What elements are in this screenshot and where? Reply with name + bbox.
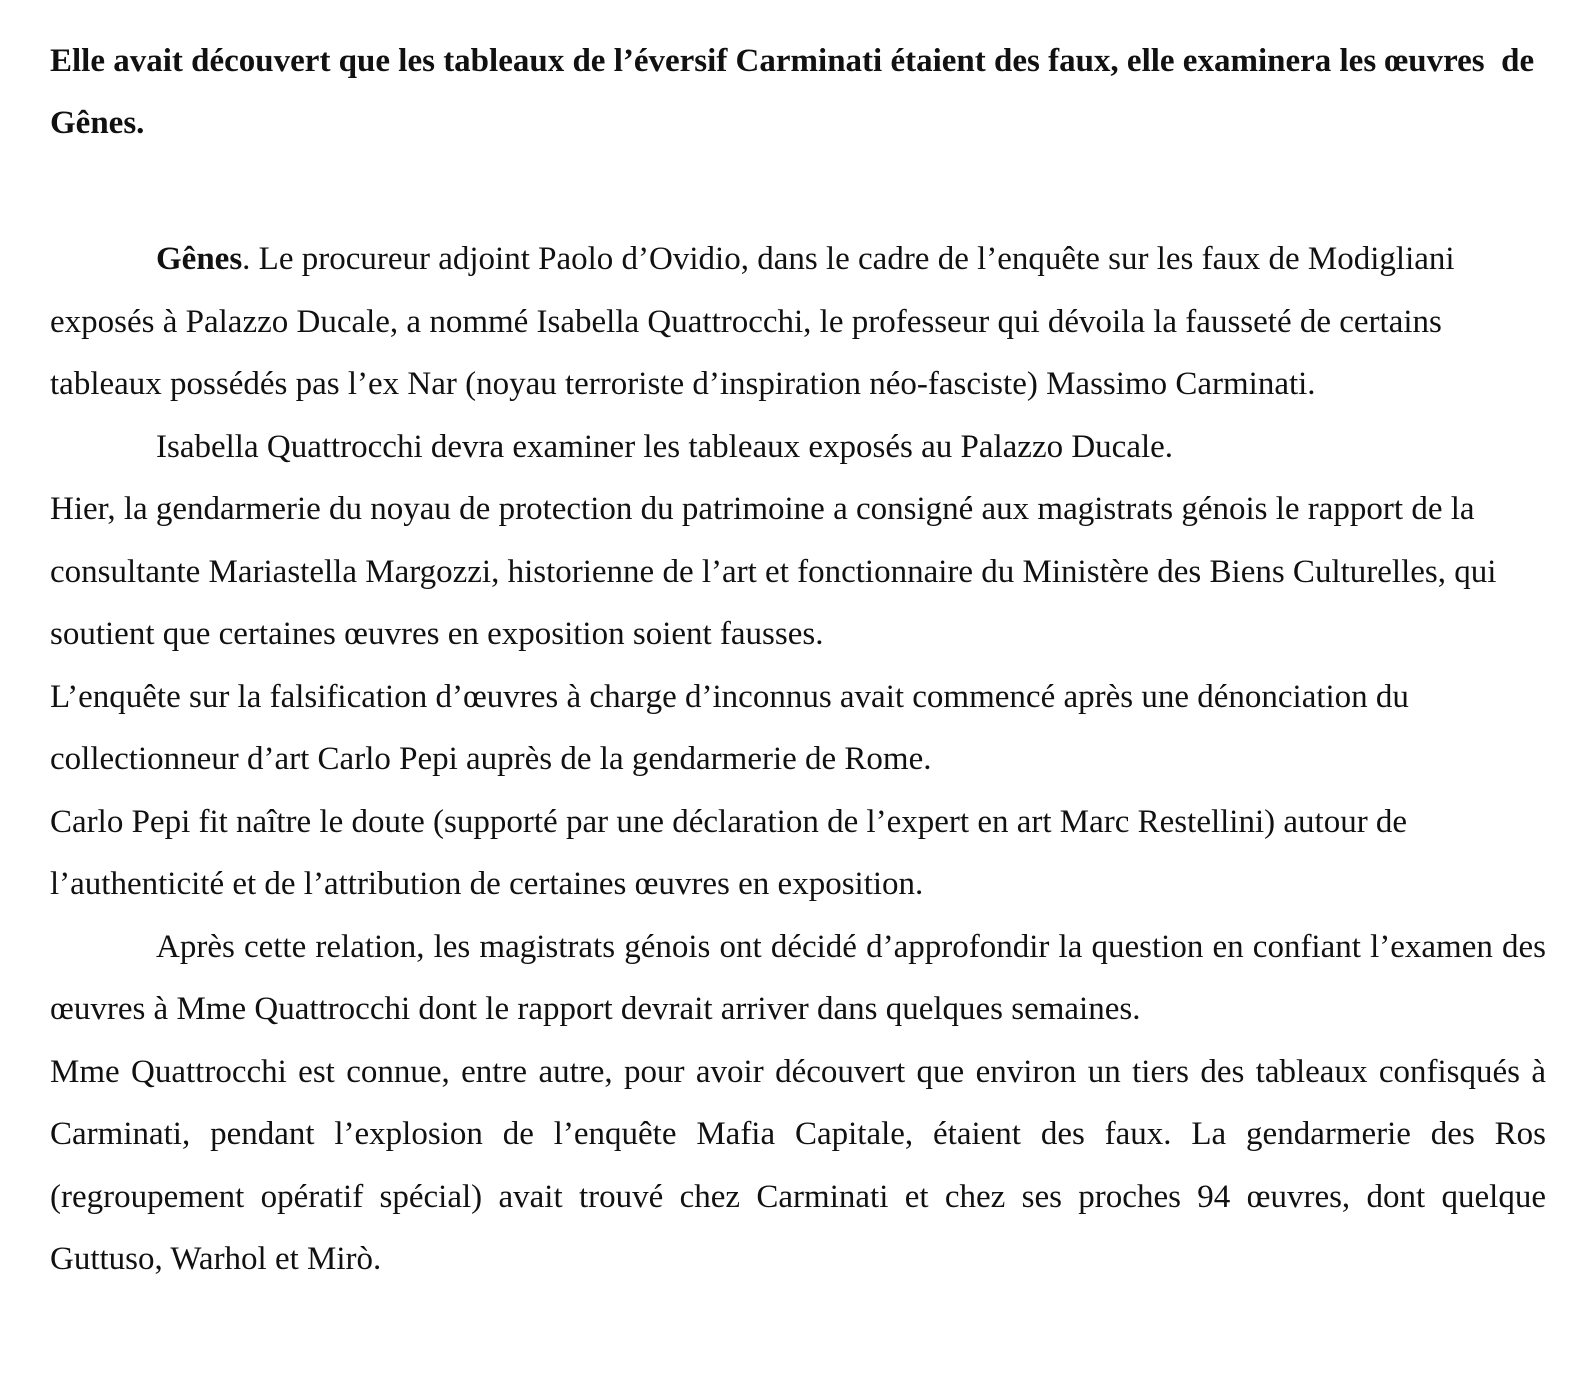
article-body xyxy=(50,228,1546,1291)
paragraph-text: . Le procureur adjoint Paolo d’Ovidio, dans le cadre de l’enquête sur les faux de Modigliani exposés à Palazzo Ducale, a nommé Isabella Quattrocchi, le professeur qui dévoila la fausseté de certains tableaux possédés pas l’ex Nar (noyau terroriste d’inspiration néo-fasciste) Massimo Carminati. xyxy=(50,241,1455,402)
paragraph-magistrates-decision: Après cette relation, les magistrats génois ont décidé d’approfondir la question en confiant l’examen des œuvres à Mme Quattrocchi dont le rapport devrait arriver dans quelques semaines. xyxy=(50,928,1546,1027)
paragraph-genes xyxy=(50,228,1546,416)
paragraph-quattrocchi-task: Isabella Quattrocchi devra examiner les tableaux exposés au Palazzo Ducale. xyxy=(156,428,1174,465)
document-page xyxy=(50,30,1546,1291)
paragraph-investigation-start: L’enquête sur la falsification d’œuvres à charge d’inconnus avait commencé après une dénonciation du collectionneur d’art Carlo Pepi auprès de la gendarmerie de Rome. xyxy=(50,678,1409,777)
article-headline: Elle avait découvert que les tableaux de l’éversif Carminati étaient des faux, elle examinera les œuvres de Gênes. xyxy=(50,43,1543,141)
paragraph-carminati-fakes: Mme Quattrocchi est connue, entre autre, pour avoir découvert que environ un tiers des tableaux confisqués à Carminati, pendant l’explosion de l’enquête Mafia Capitale, étaient des faux. La gendarmerie des Ros (regroupement opératif spécial) avait trouvé chez Carminati et chez ses proches 94 œuvres, dont quelque Guttuso, Warhol et Mirò. xyxy=(50,1053,1546,1277)
paragraph-margozzi-report: Hier, la gendarmerie du noyau de protection du patrimoine a consigné aux magistrats génois le rapport de la consultante Mariastella Margozzi, historienne de l’art et fonctionnaire du Ministère des Biens Culturelles, qui soutient que certaines œuvres en exposition soient fausses. xyxy=(50,491,1497,652)
dateline: Gênes xyxy=(156,241,243,277)
paragraph-pepi-doubt: Carlo Pepi fit naître le doute (supporté par une déclaration de l’expert en art Marc Restellini) autour de l’authenticité et de l’attribution de certaines œuvres en exposition. xyxy=(50,803,1408,902)
